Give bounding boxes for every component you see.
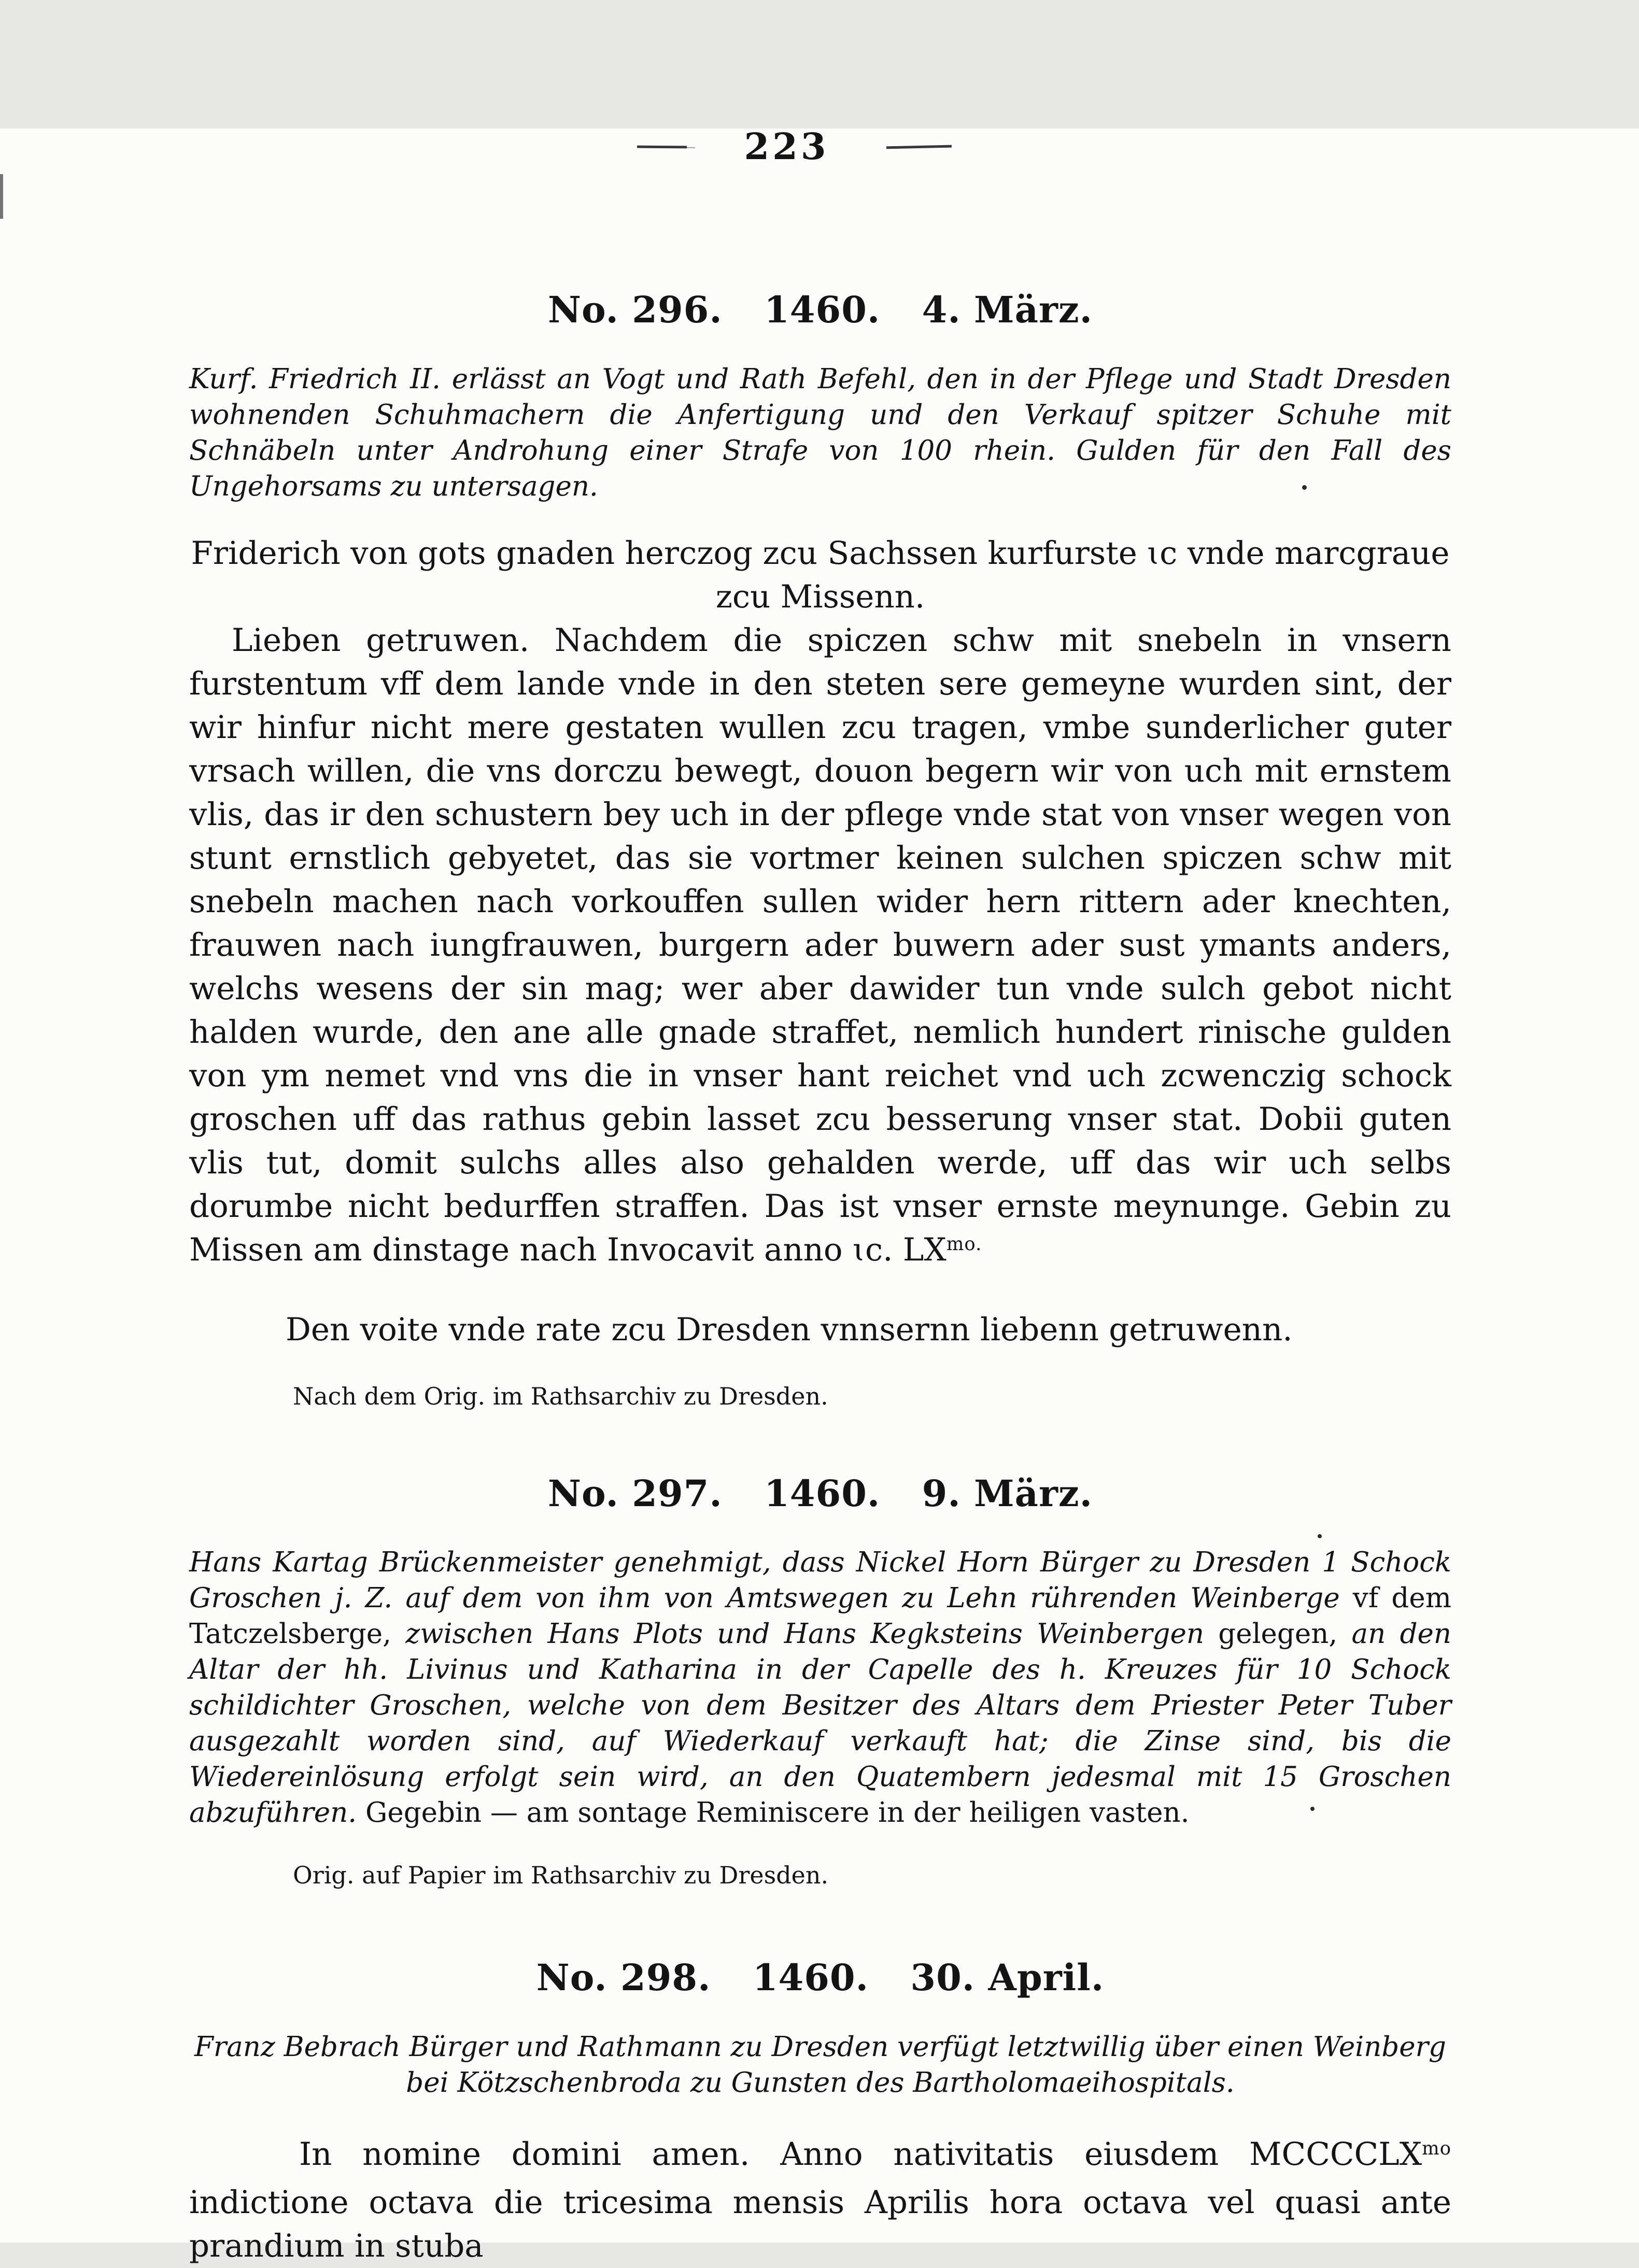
entry-296-heading xyxy=(189,289,1451,331)
entry-296-summary: Kurf. Friedrich II. erlässt an Vogt und Rath Befehl, den in der Pflege und Stadt Dresden wohnenden Schuhmachern die Anfertigung und den Verkauf spitzer Schuhe mit Schnäbeln unter Androhung einer Strafe von 100 rhein. Gulden für den Fall des Ungehorsams zu untersagen. xyxy=(189,363,1451,502)
entry-298-body: In nomine domini amen. Anno nativitatis eiusdem $MCCCCLX^{mo}$ indictione octava die tricesima mensis Aprilis hora octava vel quasi ante prandium in stuba xyxy=(189,2135,1451,2264)
entry-296-protocol xyxy=(189,532,1451,619)
entry-297-number: No. 297. xyxy=(548,1471,723,1515)
entry-298-date: 30. April. xyxy=(910,1956,1105,2000)
entry-296 xyxy=(189,289,1451,1411)
entry-296-protocol-line1: Friderich von gots gnaden herczog zcu Sachssen kurfurste ɩc vnde marcgraue xyxy=(191,534,1450,572)
entry-298-number: No. 298. xyxy=(536,1956,711,2000)
header-rule-left xyxy=(637,145,687,148)
entry-296-body: Lieben getruwen. Nachdem die spiczen schw mit snebeln in vnsern furstentum vff dem lande vnde in den steten sere gemeyne wurden sint, der wir hinfur nicht mere gestaten wullen zcu tragen, vmbe sunderlicher guter vrsach willen, die vns dorczu bewegt, douon begern wir von uch mit ernstem vlis, das ir den schustern bey uch in der pflege vnde stat von vnser wegen von stunt ernstlich gebyetet, das sie vortmer keinen sulchen spiczen schw mit snebeln machen nach vorkouffen sullen wider hern rittern ader knechten, frauwen nach iungfrauwen, burgern ader buwern ader sust ymants anders, welchs wesens der sin mag; wer aber dawider tun vnde sulch gebot nicht halden wurde, den ane alle gnade straffet, nemlich hundert rinische gulden von ym nemet vnd vns die in vnser hant reichet vnd uch zcwenczig schock groschen uff das rathus gebin lasset zcu besserung vnser stat. Dobii guten vlis tut, domit sulchs alles also gehalden werde, uff das wir uch selbs dorumbe nicht bedurffen straffen. Das ist vnser ernste meynunge. Gebin zu Missen am dinstage nach Invocavit anno ɩc. $LX^{mo.}$ xyxy=(189,621,1451,1268)
running-head xyxy=(163,125,1425,168)
entry-298-heading xyxy=(189,1957,1451,1999)
entry-297-year: 1460. xyxy=(764,1471,881,1515)
header-rule-right xyxy=(886,145,952,149)
scan-speck xyxy=(1318,1534,1322,1538)
entry-296-date: 4. März. xyxy=(922,288,1093,331)
book-page xyxy=(0,125,1639,2264)
entry-297-date: 9. März. xyxy=(922,1471,1093,1515)
entry-296-year: 1460. xyxy=(764,288,881,331)
entry-298-year: 1460. xyxy=(752,1956,869,2000)
entry-298-summary: Franz Bebrach Bürger und Rathmann zu Dresden verfügt letztwillig über einen Weinberg bei Kötzschenbroda zu Gunsten des Bartholomaeihospitals. xyxy=(194,2031,1446,2099)
entry-297-summary: Hans Kartag Brückenmeister genehmigt, dass Nickel Horn Bürger zu Dresden 1 Schock Groschen j. Z. auf dem von ihm von Amtswegen zu Lehn rührenden Weinberge vf dem Tatczelsberge, zwischen Hans Plots und Hans Kegksteins Weinbergen gelegen, an den Altar der hh. Livinus und Katharina in der Capelle des h. Kreuzes für 10 Schock schildichter Groschen, welche von dem Besitzer des Altars dem Priester Peter Tuber ausgezahlt worden sind, auf Wiederkauf verkauft hat; die Zinse sind, bis die Wiedereinlösung erfolgt sein wird, an den Quatembern jedesmal mit 15 Groschen abzuführen. Gegebin — am sontage Reminiscere in der heiligen vasten. xyxy=(189,1547,1452,1829)
scan-speck xyxy=(1310,1807,1315,1811)
entry-297-source-note: Orig. auf Papier im Rathsarchiv zu Dresden. xyxy=(293,1861,829,1890)
scan-speck xyxy=(1302,485,1307,490)
entry-296-number: No. 296. xyxy=(548,288,723,331)
entry-297 xyxy=(189,1473,1451,1890)
entry-296-protocol-line2: zcu Missenn. xyxy=(715,578,925,615)
entry-296-source-note: Nach dem Orig. im Rathsarchiv zu Dresden. xyxy=(293,1382,828,1410)
entry-296-address: Den voite vnde rate zcu Dresden vnnsernn liebenn getruwenn. xyxy=(286,1311,1293,1348)
entry-297-heading xyxy=(189,1473,1451,1515)
scan-edge-artifact xyxy=(0,174,3,219)
entry-298 xyxy=(189,1957,1451,2268)
page-number: 223 xyxy=(744,125,829,168)
